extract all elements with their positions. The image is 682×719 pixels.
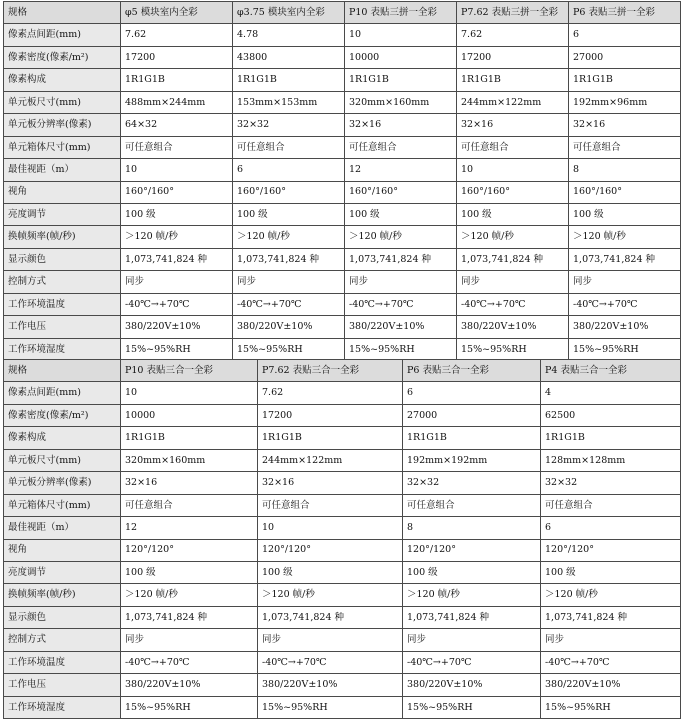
value-cell: 244mm×122mm (457, 91, 569, 113)
table-row (4, 427, 681, 449)
table-row (4, 293, 681, 315)
value-cell: 12 (345, 159, 457, 181)
row-label: 单元箱体尺寸(mm) (4, 136, 121, 158)
value-cell: 244mm×122mm (258, 449, 403, 471)
value-cell: 32×16 (569, 114, 681, 136)
value-cell: 1,073,741,824 种 (569, 248, 681, 270)
value-cell: 32×32 (541, 472, 681, 494)
value-cell: 32×16 (457, 114, 569, 136)
value-cell: -40℃→+70℃ (121, 651, 258, 673)
value-cell: 380/220V±10% (258, 674, 403, 696)
value-cell: -40℃→+70℃ (121, 293, 233, 315)
value-cell: 15%~95%RH (233, 338, 345, 360)
value-cell: 1,073,741,824 种 (457, 248, 569, 270)
table-row (4, 271, 681, 293)
value-cell: 100 级 (569, 203, 681, 225)
value-cell: 同步 (233, 271, 345, 293)
value-cell: 6 (569, 24, 681, 46)
row-label: 换帧频率(帧/秒) (4, 584, 121, 606)
value-cell: 100 级 (258, 561, 403, 583)
value-cell: 32×32 (403, 472, 541, 494)
table-row (4, 159, 681, 181)
value-cell: -40℃→+70℃ (233, 293, 345, 315)
column-header: P7.62 表贴三合一全彩 (258, 360, 403, 382)
value-cell: 1,073,741,824 种 (121, 248, 233, 270)
value-cell: 100 级 (403, 561, 541, 583)
value-cell: 120°/120° (403, 539, 541, 561)
row-label: 单元板分辨率(像素) (4, 114, 121, 136)
table-row (4, 91, 681, 113)
value-cell: 43800 (233, 46, 345, 68)
value-cell: 可任意组合 (233, 136, 345, 158)
row-label: 像素构成 (4, 427, 121, 449)
value-cell: 160°/160° (345, 181, 457, 203)
value-cell: 380/220V±10% (403, 674, 541, 696)
value-cell: 17200 (121, 46, 233, 68)
row-label: 控制方式 (4, 271, 121, 293)
value-cell: 同步 (457, 271, 569, 293)
value-cell: 1R1G1B (258, 427, 403, 449)
value-cell: 可任意组合 (121, 494, 258, 516)
value-cell: 1,073,741,824 种 (258, 606, 403, 628)
value-cell: 380/220V±10% (569, 316, 681, 338)
value-cell: -40℃→+70℃ (541, 651, 681, 673)
row-label: 像素构成 (4, 69, 121, 91)
table-row (4, 46, 681, 68)
row-label: 控制方式 (4, 629, 121, 651)
value-cell: 64×32 (121, 114, 233, 136)
value-cell: 6 (403, 382, 541, 404)
table-row (4, 248, 681, 270)
value-cell: 100 级 (233, 203, 345, 225)
value-cell: 320mm×160mm (345, 91, 457, 113)
table-row (4, 561, 681, 583)
table-row (4, 494, 681, 516)
corner-label: 规格 (4, 360, 121, 382)
value-cell: 10 (121, 382, 258, 404)
spec-table-1 (3, 1, 681, 361)
table-row (4, 517, 681, 539)
value-cell: 12 (121, 517, 258, 539)
value-cell: 7.62 (121, 24, 233, 46)
row-label: 显示颜色 (4, 248, 121, 270)
row-label: 工作环境湿度 (4, 696, 121, 718)
value-cell: 可任意组合 (258, 494, 403, 516)
value-cell: 可任意组合 (569, 136, 681, 158)
row-label: 单元箱体尺寸(mm) (4, 494, 121, 516)
row-label: 亮度调节 (4, 203, 121, 225)
value-cell: 10 (457, 159, 569, 181)
row-label: 视角 (4, 539, 121, 561)
value-cell: 380/220V±10% (121, 316, 233, 338)
value-cell: 100 级 (457, 203, 569, 225)
value-cell: 17200 (457, 46, 569, 68)
row-label: 工作电压 (4, 674, 121, 696)
value-cell: 1,073,741,824 种 (345, 248, 457, 270)
corner-label: 规格 (4, 2, 121, 24)
value-cell: 15%~95%RH (121, 696, 258, 718)
column-header: P4 表贴三合一全彩 (541, 360, 681, 382)
table-row (4, 449, 681, 471)
value-cell: 10 (345, 24, 457, 46)
value-cell: 1R1G1B (121, 427, 258, 449)
header-row (4, 2, 681, 24)
table-row (4, 382, 681, 404)
value-cell: 488mm×244mm (121, 91, 233, 113)
value-cell: -40℃→+70℃ (403, 651, 541, 673)
column-header: P6 表贴三合一全彩 (403, 360, 541, 382)
table-row (4, 472, 681, 494)
value-cell: 380/220V±10% (541, 674, 681, 696)
value-cell: 1R1G1B (345, 69, 457, 91)
value-cell: ＞120 帧/秒 (569, 226, 681, 248)
value-cell: -40℃→+70℃ (457, 293, 569, 315)
value-cell: 同步 (121, 629, 258, 651)
value-cell: 120°/120° (121, 539, 258, 561)
row-label: 单元板分辨率(像素) (4, 472, 121, 494)
table-row (4, 651, 681, 673)
row-label: 换帧频率(帧/秒) (4, 226, 121, 248)
value-cell: 6 (233, 159, 345, 181)
row-label: 最佳视距（m） (4, 159, 121, 181)
value-cell: 100 级 (345, 203, 457, 225)
row-label: 视角 (4, 181, 121, 203)
column-header: φ3.75 模块室内全彩 (233, 2, 345, 24)
value-cell: 380/220V±10% (345, 316, 457, 338)
column-header: P10 表贴三合一全彩 (121, 360, 258, 382)
value-cell: 380/220V±10% (121, 674, 258, 696)
value-cell: 可任意组合 (457, 136, 569, 158)
value-cell: 同步 (121, 271, 233, 293)
row-label: 像素密度(像素/m²) (4, 404, 121, 426)
value-cell: 1R1G1B (541, 427, 681, 449)
value-cell: -40℃→+70℃ (258, 651, 403, 673)
value-cell: 15%~95%RH (403, 696, 541, 718)
value-cell: 同步 (345, 271, 457, 293)
value-cell: 1R1G1B (121, 69, 233, 91)
value-cell: 32×16 (121, 472, 258, 494)
column-header: P6 表贴三拼一全彩 (569, 2, 681, 24)
value-cell: 6 (541, 517, 681, 539)
value-cell: 128mm×128mm (541, 449, 681, 471)
value-cell: 1,073,741,824 种 (403, 606, 541, 628)
value-cell: 10000 (345, 46, 457, 68)
value-cell: 192mm×96mm (569, 91, 681, 113)
value-cell: 15%~95%RH (345, 338, 457, 360)
value-cell: 1R1G1B (569, 69, 681, 91)
table-row (4, 629, 681, 651)
value-cell: 10000 (121, 404, 258, 426)
table-row (4, 136, 681, 158)
value-cell: 8 (569, 159, 681, 181)
value-cell: 1,073,741,824 种 (233, 248, 345, 270)
value-cell: 160°/160° (457, 181, 569, 203)
row-label: 单元板尺寸(mm) (4, 449, 121, 471)
value-cell: 27000 (569, 46, 681, 68)
value-cell: 27000 (403, 404, 541, 426)
value-cell: 15%~95%RH (541, 696, 681, 718)
value-cell: ＞120 帧/秒 (541, 584, 681, 606)
value-cell: -40℃→+70℃ (345, 293, 457, 315)
row-label: 工作环境温度 (4, 651, 121, 673)
value-cell: 7.62 (457, 24, 569, 46)
table-row (4, 316, 681, 338)
value-cell: 62500 (541, 404, 681, 426)
table-row (4, 606, 681, 628)
value-cell: 1,073,741,824 种 (541, 606, 681, 628)
table-row (4, 539, 681, 561)
value-cell: 同步 (541, 629, 681, 651)
value-cell: ＞120 帧/秒 (233, 226, 345, 248)
value-cell: 4 (541, 382, 681, 404)
table-row (4, 114, 681, 136)
table-row (4, 674, 681, 696)
value-cell: ＞120 帧/秒 (121, 226, 233, 248)
value-cell: 可任意组合 (541, 494, 681, 516)
column-header: P10 表贴三拼一全彩 (345, 2, 457, 24)
value-cell: 100 级 (541, 561, 681, 583)
table-row (4, 203, 681, 225)
value-cell: 160°/160° (233, 181, 345, 203)
value-cell: 100 级 (121, 203, 233, 225)
value-cell: 1R1G1B (403, 427, 541, 449)
value-cell: 380/220V±10% (233, 316, 345, 338)
value-cell: 可任意组合 (403, 494, 541, 516)
value-cell: ＞120 帧/秒 (258, 584, 403, 606)
table-row (4, 181, 681, 203)
table-row (4, 69, 681, 91)
value-cell: 15%~95%RH (569, 338, 681, 360)
row-label: 单元板尺寸(mm) (4, 91, 121, 113)
value-cell: 100 级 (121, 561, 258, 583)
value-cell: 可任意组合 (121, 136, 233, 158)
value-cell: 160°/160° (121, 181, 233, 203)
value-cell: 32×16 (258, 472, 403, 494)
row-label: 亮度调节 (4, 561, 121, 583)
value-cell: 320mm×160mm (121, 449, 258, 471)
value-cell: 15%~95%RH (258, 696, 403, 718)
header-row (4, 360, 681, 382)
value-cell: 120°/120° (258, 539, 403, 561)
table-row (4, 24, 681, 46)
value-cell: 120°/120° (541, 539, 681, 561)
row-label: 像素密度(像素/m²) (4, 46, 121, 68)
value-cell: 15%~95%RH (121, 338, 233, 360)
column-header: P7.62 表贴三拼一全彩 (457, 2, 569, 24)
row-label: 工作电压 (4, 316, 121, 338)
value-cell: ＞120 帧/秒 (345, 226, 457, 248)
value-cell: 380/220V±10% (457, 316, 569, 338)
value-cell: 160°/160° (569, 181, 681, 203)
value-cell: 1R1G1B (233, 69, 345, 91)
row-label: 像素点间距(mm) (4, 24, 121, 46)
table-row (4, 696, 681, 718)
value-cell: 32×16 (345, 114, 457, 136)
value-cell: 32×32 (233, 114, 345, 136)
value-cell: 可任意组合 (345, 136, 457, 158)
value-cell: 同步 (569, 271, 681, 293)
table-row (4, 226, 681, 248)
row-label: 像素点间距(mm) (4, 382, 121, 404)
value-cell: 8 (403, 517, 541, 539)
value-cell: 4.78 (233, 24, 345, 46)
value-cell: ＞120 帧/秒 (121, 584, 258, 606)
value-cell: 1R1G1B (457, 69, 569, 91)
value-cell: 17200 (258, 404, 403, 426)
value-cell: 7.62 (258, 382, 403, 404)
row-label: 工作环境湿度 (4, 338, 121, 360)
row-label: 最佳视距（m） (4, 517, 121, 539)
column-header: φ5 模块室内全彩 (121, 2, 233, 24)
value-cell: 1,073,741,824 种 (121, 606, 258, 628)
value-cell: ＞120 帧/秒 (403, 584, 541, 606)
value-cell: 153mm×153mm (233, 91, 345, 113)
row-label: 显示颜色 (4, 606, 121, 628)
value-cell: 10 (258, 517, 403, 539)
value-cell: 15%~95%RH (457, 338, 569, 360)
table-row (4, 404, 681, 426)
value-cell: 192mm×192mm (403, 449, 541, 471)
value-cell: -40℃→+70℃ (569, 293, 681, 315)
value-cell: 同步 (258, 629, 403, 651)
table-row (4, 584, 681, 606)
row-label: 工作环境温度 (4, 293, 121, 315)
value-cell: 同步 (403, 629, 541, 651)
value-cell: ＞120 帧/秒 (457, 226, 569, 248)
spec-table-2 (3, 359, 681, 719)
table-row (4, 338, 681, 360)
value-cell: 10 (121, 159, 233, 181)
